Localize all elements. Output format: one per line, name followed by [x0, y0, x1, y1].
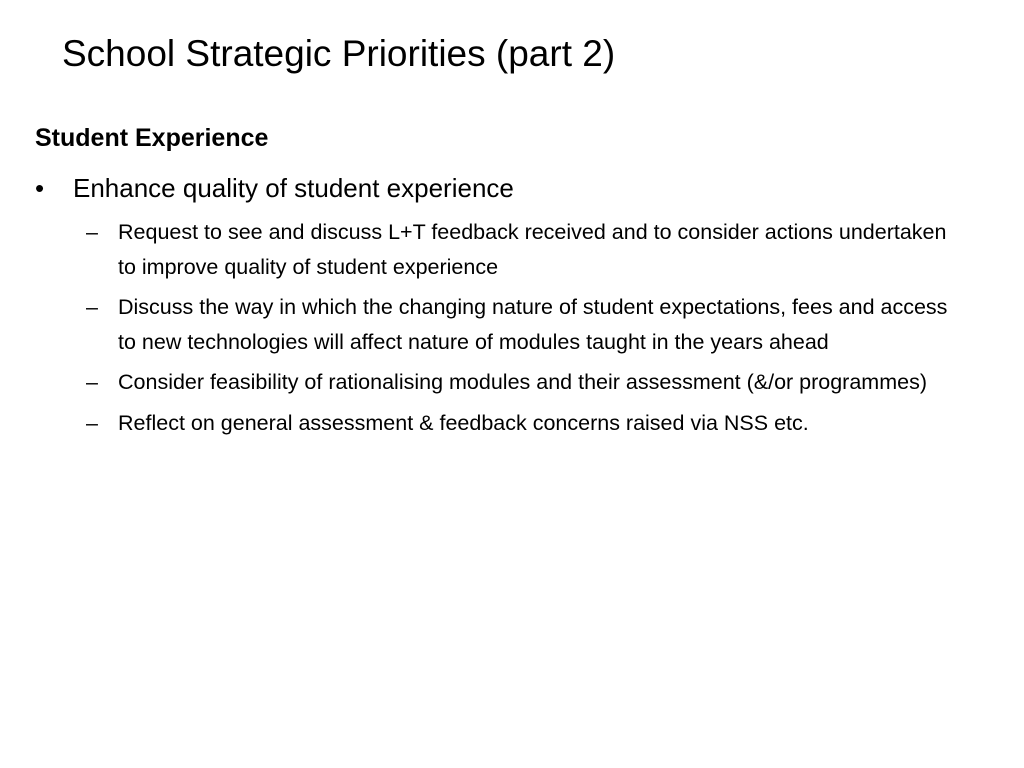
sub-bullet-item: [86, 365, 966, 400]
sub-bullet-item: [86, 290, 966, 359]
sub-bullet-text: Discuss the way in which the changing nature of student expectations, fees and access to new technologies will affect nature of modules taught in the years ahead: [118, 295, 948, 354]
sub-bullet-text: Request to see and discuss L+T feedback received and to consider actions undertaken to improve quality of student experience: [118, 220, 947, 279]
sub-bullet-item: [86, 215, 966, 284]
bullet-text: Enhance quality of student experience: [73, 173, 514, 203]
slide-title: School Strategic Priorities (part 2): [62, 33, 616, 74]
section-heading: Student Experience: [35, 124, 269, 152]
sub-bullet-text: Consider feasibility of rationalising modules and their assessment (&/or programmes): [118, 370, 927, 394]
dash-marker: –: [86, 370, 98, 394]
dash-marker: –: [86, 410, 98, 435]
sub-bullet-list: [86, 215, 966, 446]
bullet-marker: •: [35, 173, 45, 203]
dash-marker: –: [86, 295, 98, 319]
sub-bullet-text: Reflect on general assessment & feedback concerns raised via NSS etc.: [118, 410, 809, 435]
dash-marker: –: [86, 220, 98, 244]
sub-bullet-item: [86, 406, 966, 441]
bullet-item: [35, 170, 975, 206]
